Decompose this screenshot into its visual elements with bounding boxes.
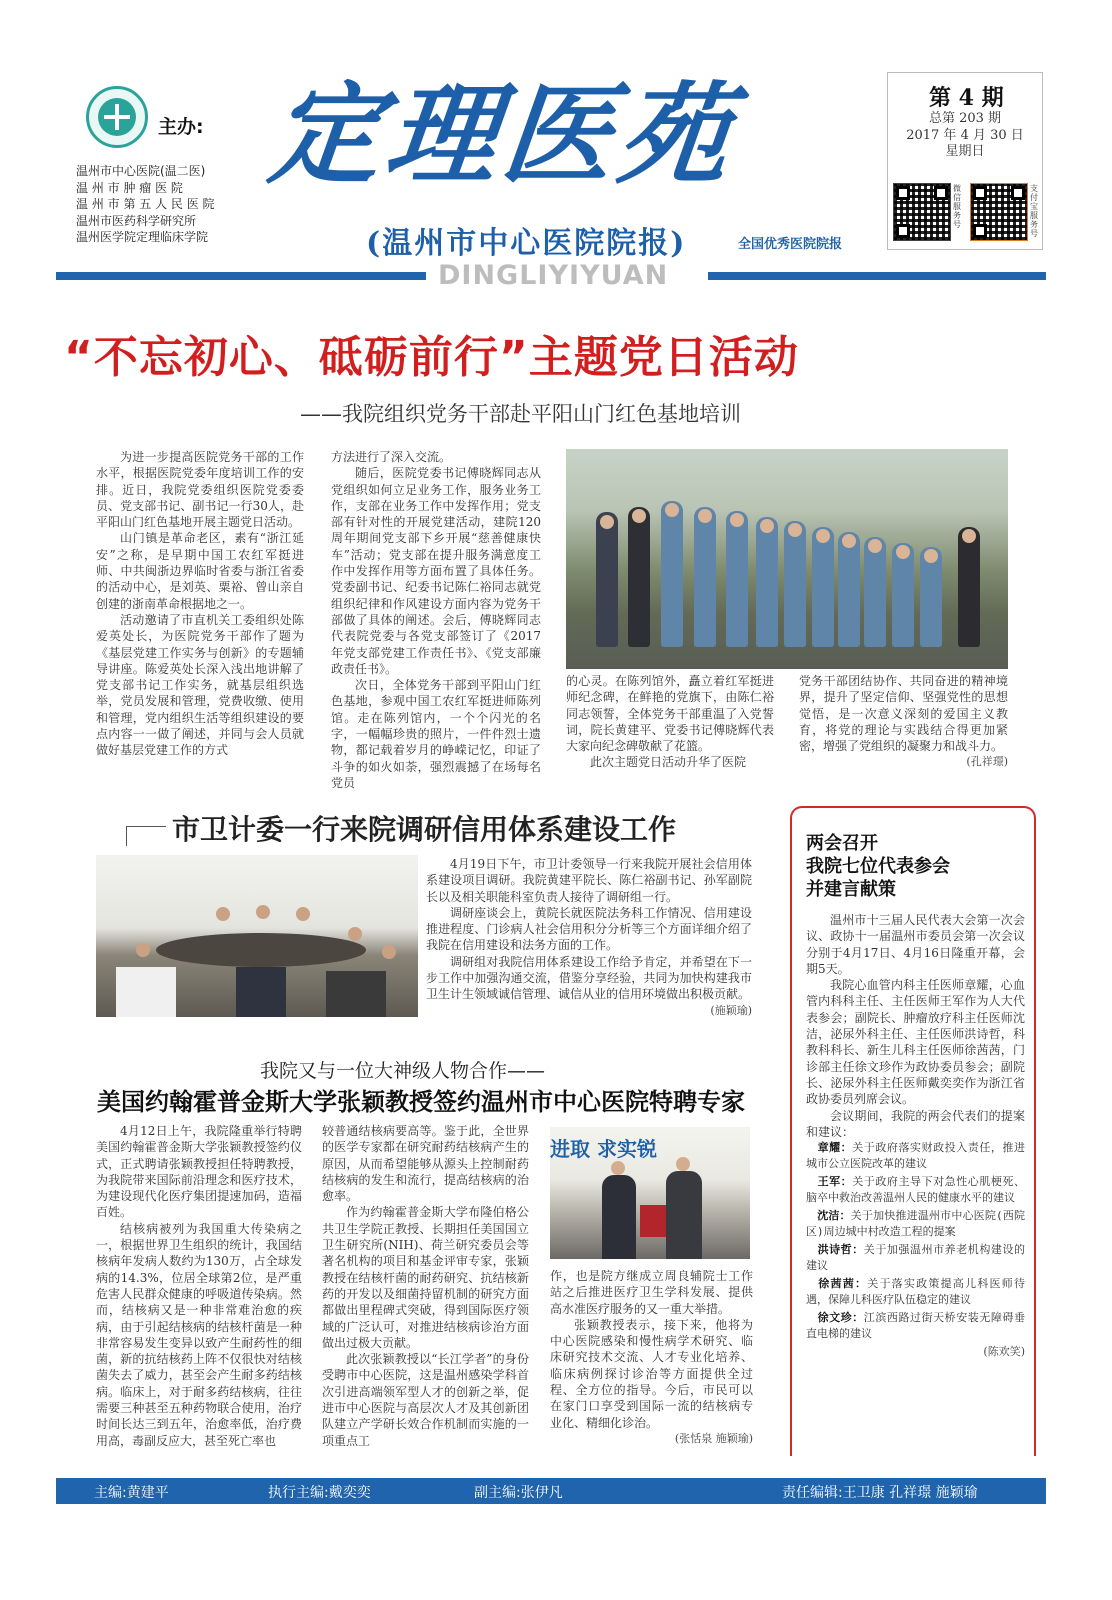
paragraph: 方法进行了深入交流。 (331, 450, 452, 464)
paragraph: 较普通结核病要高等。鉴于此，全世界的医学专家都在研究耐药结核病产生的原因，从而希望能够从源头上控制耐药结核病的发生和流行，提高结核病的治愈率。 (322, 1124, 529, 1204)
paragraph: 作，也是院方继成立周良辅院士工作站之后推进医疗卫生学科发展、提供高水准医疗服务的又一重大举措。 (550, 1269, 753, 1316)
issue-weekday: 星期日 (945, 144, 985, 159)
sponsor-item: 温州市中心医院(温二医) (76, 164, 206, 178)
executive-editor: 执行主编:戴奕奕 (268, 1485, 371, 1501)
sponsor-item: 温 州 市 第 五 人 民 医 院 (76, 197, 215, 211)
paragraph: 此次主题党日活动升华了医院 (590, 755, 747, 770)
paragraph: 会议期间，我院的两会代表们的提案和建议： (806, 1108, 1025, 1139)
responsible-editors: 责任编辑:王卫康 孔祥璟 施颖瑜 (782, 1485, 978, 1501)
sponsor-item: 温 州 市 肿 瘤 医 院 (76, 180, 183, 195)
proposal-text: 关于加快推进温州市中心医院(西院区)周边城中村改造工程的提案 (806, 1209, 1026, 1239)
issue-meta (900, 111, 1030, 161)
story2-rule-vertical (126, 826, 127, 846)
lead-column-2 (331, 449, 541, 791)
sponsor-list (76, 163, 226, 246)
sidebar-body (806, 912, 1025, 1360)
masthead-rule-left (56, 272, 426, 280)
paragraph: 党务干部团结协作、共同奋进的精神境界，提升了坚定信仰、坚强党性的思想觉悟，是一次意义深刻的爱国主义教育，将党的理论与实践结合得更加紧密，增强了党组织的凝聚力和战斗力。 (799, 674, 1008, 754)
story2-byline: (施颖瑜) (710, 1003, 752, 1017)
proposal-name: 徐文珍： (817, 1311, 864, 1325)
chief-editor: 主编:黄建平 (94, 1485, 169, 1501)
lead-subhead: ——我院组织党务干部赴平阳山门红色基地培训 (300, 402, 741, 426)
story3-column-2 (322, 1123, 529, 1449)
paragraph: 张颖教授表示，接下来，他将为中心医院感染和慢性病学术研究、临床研究技术交流、人才专业化培养、临床病例探讨诊治等方面提供全过程、全方位的指导。今后，市民可以在家门口享受到国际一流的结核病专业化、精细化诊治。 (550, 1317, 753, 1430)
paragraph: 的心灵。在陈列馆外，矗立着红军挺进师纪念碑，在鲜艳的党旗下，由陈仁裕同志领誓，全体党务干部重温了入党誓词，院长黄建平、党委书记傅晓辉代表大家向纪念碑敬献了花篮。 (566, 674, 774, 754)
proposal-item (806, 1140, 1025, 1172)
sidebar-title-line: 我院七位代表参会 (806, 856, 950, 877)
lead-headline: “不忘初心、砥砺前行”主题党日活动 (64, 332, 799, 383)
alipay-qr-code[interactable] (970, 183, 1028, 241)
story3-kicker: 我院又与一位大神级人物合作—— (260, 1060, 546, 1082)
story2-body (426, 856, 752, 1019)
total-issue: 总第 203 期 (928, 111, 1002, 126)
proposal-item (806, 1242, 1025, 1274)
paragraph: 次日，全体党务干部到平阳山门红色基地，参观中国工农红军挺进师陈列馆。走在陈列馆内，一个个闪光的名字，一幅幅珍贵的照片，一件件烈士遗物，都记载着岁月的峥嵘记忆，印证了斗争的如火如荼，强烈震撼了在场每名党员 (331, 678, 541, 790)
paragraph: 随后，医院党委书记傅晓辉同志从党组织如何立足业务工作，服务业务工作，支部在业务工作中发挥作用；党支部有针对性的开展党建活动，建院120周年期间党支部下乡开展“慈善健康快车”活动；党支部在提升服务满意度工作中发挥作用等方面布置了具体任务。党委副书记、纪委书记陈仁裕同志就党组织纪律和作风建设方面内容为党务干部做了具体的阐述。会后，傅晓辉同志代表院党委与各党支部签订了《2017年党支部党建工作责任书》、《党支部廉政责任书》。 (331, 466, 541, 676)
proposal-name: 洪诗哲： (817, 1243, 864, 1257)
newspaper-title: 定理医苑 (264, 70, 742, 199)
sidebar-title (806, 832, 1026, 901)
lead-column-3 (566, 673, 774, 771)
proposal-name: 徐茜茜： (818, 1277, 868, 1291)
wechat-qr-code[interactable] (893, 183, 951, 241)
wechat-qr-label: 微信服务号 (953, 184, 961, 229)
paragraph: 山门镇是革命老区，素有“浙江延安”之称，是早期中国工农红军挺进师、中共闽浙边界临时省委与浙江省委的活动中心，是刘英、粟裕、曾山亲自创建的浙南革命根据地之一。 (96, 531, 304, 611)
sidebar-byline: (陈欢笑) (983, 1345, 1025, 1359)
paragraph: 作为约翰霍普金斯大学布隆伯格公共卫生学院正教授、长期担任美国国立卫生研究所(NIH)、荷兰研究委员会等著名机构的项目和基金评审专家，张颖教授在结核杆菌的耐药研究、抗结核新药的开发以及细菌持留机制的研究方面都做出里程碑式突破，得到国际医疗领域的广泛认可，对推进结核病诊治方面做出过极大贡献。 (322, 1205, 529, 1350)
paragraph: 此次张颖教授以“长江学者”的身份受聘市中心医院，这是温州感染学科首次引进高端领军型人才的创新之举，促进市中心医院与高层次人才及其创新团队建立产学研长效合作机制而实施的一项重点工 (322, 1352, 529, 1448)
story2-title: 市卫计委一行来院调研信用体系建设工作 (172, 813, 677, 846)
masthead-rule-right (708, 272, 1046, 280)
proposal-name: 王军： (817, 1175, 853, 1189)
hospital-logo (86, 86, 148, 148)
proposal-name: 章耀： (817, 1141, 853, 1155)
sponsor-item: 温州市医药科学研究所 (76, 213, 197, 228)
newspaper-subtitle: (温州市中心医院院报) (366, 226, 687, 261)
proposal-item (806, 1276, 1025, 1308)
sponsor-label: 主办: (158, 116, 204, 138)
story3-column-1 (96, 1123, 302, 1449)
paragraph: 活动邀请了市直机关工委组织处陈爱英处长，为医院党务干部作了题为《基层党建工作实务与创新》的专题辅导讲座。陈爱英处长深入浅出地讲解了党支部书记工作实务，就基层组织选举，党员发展和管理，党费收缴、使用和管理，党内组织生活等组织建设的要点内容一一做了阐述，并同与会人员就做好基层党建工作的方式 (96, 612, 304, 758)
alipay-qr-label: 支付宝服务号 (1030, 184, 1038, 238)
story3-byline: (张恬泉 施颖瑜) (674, 1431, 753, 1445)
sidebar-title-line: 两会召开 (806, 833, 878, 854)
editorial-footer (56, 1478, 1046, 1504)
lead-byline: (孔祥璟) (966, 755, 1008, 769)
paragraph: 为进一步提高医院党务干部的工作水平，根据医院党委年度培训工作的安排。近日，我院党委组织医院党委委员、党支部书记、副书记一行30人，赴平阳山门红色基地开展主题党日活动。 (96, 450, 304, 530)
paragraph: 调研组对我院信用体系建设工作给予肯定，并希望在下一步工作中加强沟通交流，借鉴分享经验，共同为加快构建我市卫生计生领域诚信管理、诚信从业的信用环境做出积极贡献。 (426, 954, 752, 1002)
sponsor-item: 温州医学院定理临床学院 (76, 230, 209, 244)
proposal-item (806, 1208, 1025, 1240)
issue-number: 第 4 期 (929, 85, 1004, 111)
photo-banner-text: 进取 求实锐 (550, 1137, 657, 1161)
signing-ceremony-photo (550, 1127, 750, 1259)
story3-column-3 (550, 1268, 753, 1447)
proposal-name: 沈洁： (817, 1209, 851, 1223)
proposal-text: 江滨西路过街天桥安装无障碍垂直电梯的建议 (806, 1311, 1026, 1341)
paragraph: 调研座谈会上，黄院长就医院法务科工作情况、信用建设推进程度、门诊病人社会信用积分分析等三个方面详细介绍了我院在信用建设和法务方面的工作。 (426, 905, 752, 953)
proposal-item (806, 1310, 1025, 1342)
story2-rule (126, 826, 166, 827)
proposal-item (806, 1174, 1025, 1206)
paragraph: 温州市十三届人民代表大会第一次会议、政协十一届温州市委员会第一次会议分别于4月17日、4月16日隆重开幕，会期5天。 (806, 913, 1025, 976)
paragraph: 结核病被列为我国重大传染病之一，根据世界卫生组织的统计，我国结核病年发病人数约为130万，占全球发病的14.3%，位居全球第2位，是严重危害人民群众健康的呼吸道传染病。然而，结核病又是一种非常难治愈的疾病，由于引起结核病的结核杆菌是一种非常容易发生变异以致产生耐药性的细菌，新的抗结核药上阵不仅很快对结核菌失去了威力，甚至会产生耐多药结核病。临床上，对于耐多药结核病，往往需要三种甚至五种药物联合使用，治疗时间长达三到五年，治愈率低，治疗费用高，毒副反应大，甚至死亡率也 (96, 1221, 302, 1448)
deputy-editor: 副主编:张伊凡 (474, 1485, 563, 1501)
paragraph: 4月12日上午，我院隆重举行特聘美国约翰霍普金斯大学张颖教授签约仪式，正式聘请张颖教授担任特聘教授，为我院带来国际前沿理念和医疗技术，为建设现代化医疗集团提速加码，造福百姓。 (96, 1124, 302, 1220)
proposal-text: 关于政府主导下对急性心肌梗死、脑卒中救治改善温州人民的健康水平的建议 (806, 1175, 1026, 1205)
paragraph: 我院心血管内科主任医师章耀，心血管内科科主任、主任医师王军作为人大代表参会；副院长、肿瘤放疗科主任医师沈洁，泌尿外科主任、主任医师洪诗哲，科教科科长、新生儿科主任医师徐茜茜，门诊部主任徐文珍作为政协委员参会；副院长、泌尿外科主任医师戴奕奕作为浙江省政协委员列席会议。 (806, 978, 1025, 1107)
lead-column-1 (96, 449, 304, 759)
party-activity-photo (566, 449, 1008, 669)
paragraph: 4月19日下午，市卫计委领导一行来我院开展社会信用体系建设项目调研。我院黄建平院长、陈仁裕副书记、孙军副院长以及相关职能科室负责人接待了调研组一行。 (426, 857, 752, 904)
issue-date: 2017 年 4 月 30 日 (906, 127, 1024, 143)
proposal-text: 关于政府落实财政投入责任，推进城市公立医院改革的建议 (806, 1141, 1026, 1171)
proposal-text: 关于落实政策提高儿科医师待遇，保障儿科医疗队伍稳定的建议 (806, 1277, 1026, 1307)
proposal-text: 关于加强温州市养老机构建设的建议 (806, 1243, 1026, 1273)
newspaper-pinyin: DINGLIYIYUAN (438, 260, 669, 291)
lead-column-4 (799, 673, 1008, 771)
honor-tag: 全国优秀医院院报 (738, 237, 843, 252)
sidebar-title-line: 并建言献策 (806, 879, 896, 900)
meeting-photo (96, 855, 418, 1017)
story3-title: 美国约翰霍普金斯大学张颖教授签约温州市中心医院特聘专家 (97, 1088, 745, 1116)
